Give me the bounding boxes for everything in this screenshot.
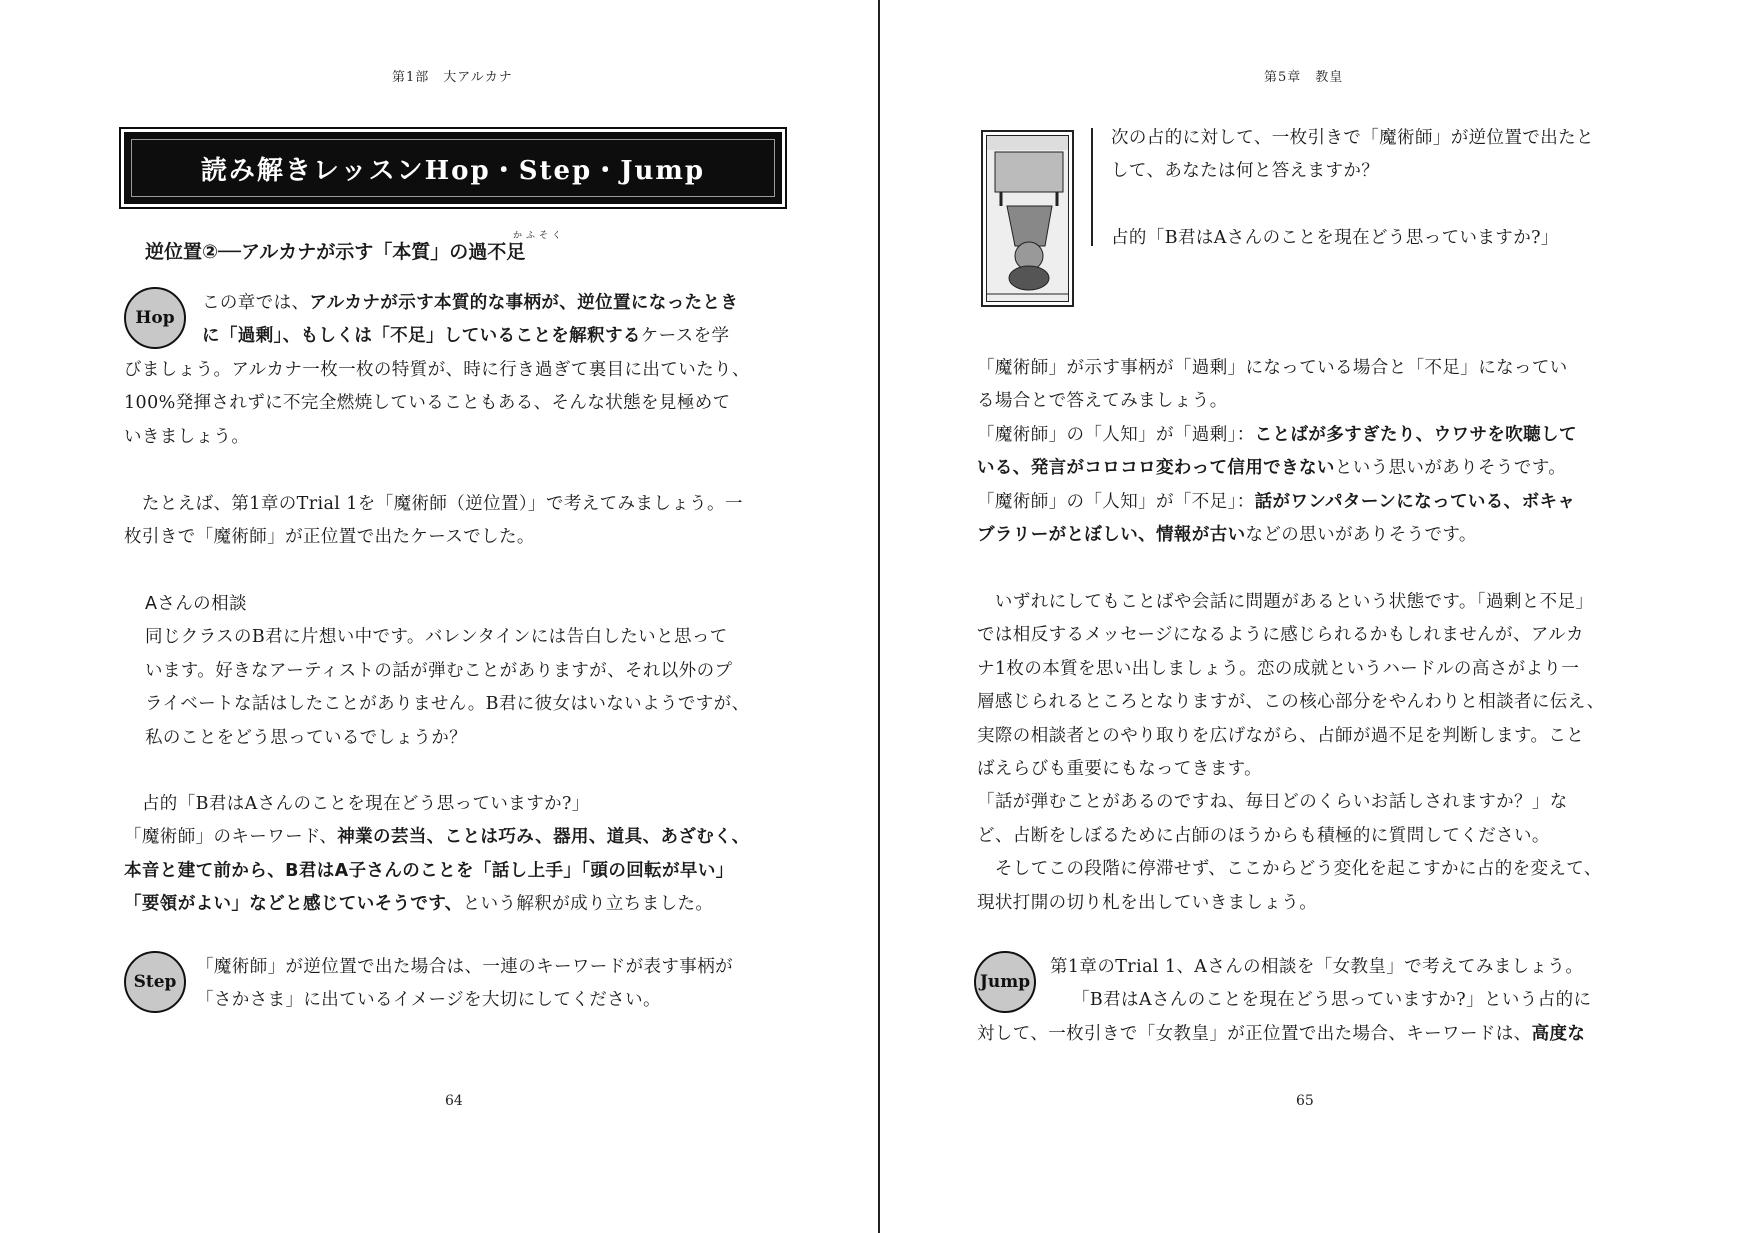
text-line: して、あなたは何と答えますか？	[1111, 161, 1380, 182]
text-line: 「話が弾むことがあるのですね、毎日どのくらいお話しされますか？」な	[977, 792, 1568, 813]
running-head: 第5章 教皇	[1264, 70, 1344, 85]
step-paragraph	[196, 951, 733, 1018]
text-line: 「魔術師」の「人知」が「過剰」：ことばが多すぎたり、ウワサを吹聴して	[977, 424, 1577, 445]
text-line: ブラリーがとぼしい、情報が古いなどの思いがありそうです。	[977, 525, 1477, 546]
hop-paragraph	[124, 354, 750, 454]
text-line: 枚引きで「魔術師」が正位置で出たケースでした。	[124, 527, 535, 548]
text-line: 次の占的に対して、一枚引きで「魔術師」が逆位置で出たと	[1111, 128, 1594, 148]
jump-paragraph	[977, 1018, 1585, 1051]
page-gutter	[878, 0, 880, 1233]
subhead-ruby: かふそく	[513, 231, 566, 241]
text-line: 「魔術師」の「人知」が「不足」：話がワンパターンになっている、ボキャ	[977, 491, 1576, 512]
jump-badge	[974, 951, 1036, 1013]
text-line: 同じクラスのB君に片想い中です。バレンタインには告白したいと思って	[145, 627, 728, 648]
magician-reversed-card-icon	[981, 130, 1074, 307]
text-line: 100%発揮されずに不完全燃焼していることもある、そんな状態を見極めて	[124, 393, 731, 414]
text-line: 「さかさま」に出ているイメージを大切にしてください。	[196, 990, 661, 1011]
card-illustration	[987, 136, 1069, 302]
example-paragraph	[124, 488, 743, 555]
text-line: に「過剰」、もしくは「不足」していることを解釈するケースを学	[202, 326, 730, 347]
card-divider-line	[1091, 128, 1093, 246]
page-number: 64	[445, 1093, 463, 1109]
left-page	[0, 0, 878, 1233]
text-line: びましょう。アルカナ一枚一枚の特質が、時に行き過ぎて裏目に出ていたり、	[124, 360, 750, 380]
text-line: います。好きなアーティストの話が弾むことがありますが、それ以外のプ	[145, 660, 733, 681]
text-line: 実際の相談者とのやり取りを広げながら、占師が過不足を判断します。こと	[977, 725, 1585, 746]
section-subhead: 逆位置②──アルカナが示す「本質」の過不足	[145, 241, 526, 263]
text-line: 私のことをどう思っているでしょうか？	[145, 727, 468, 748]
hop-badge-label: Hop	[135, 308, 175, 328]
step-badge-label: Step	[133, 972, 177, 992]
text-line: たとえば、第1章のTrial 1を「魔術師（逆位置）」で考えてみましょう。一	[124, 494, 743, 514]
consultation-block	[145, 588, 749, 755]
banner-title: 読み解きレッスンHop・Step・Jump	[200, 155, 706, 186]
text-line: 「B君はAさんのことを現在どう思っていますか?」という占的に	[1072, 990, 1592, 1011]
text-line: 現状打開の切り札を出していきましょう。	[977, 892, 1318, 913]
step-badge	[124, 951, 186, 1013]
text-line: 「魔術師」が示す事柄が「過剰」になっている場合と「不足」になってい	[977, 358, 1568, 378]
text-line: 「魔術師」が逆位置で出た場合は、一連のキーワードが表す事柄が	[196, 957, 733, 977]
summary-paragraph	[977, 586, 1605, 920]
text-line: る場合とで答えてみましょう。	[977, 391, 1228, 412]
text-line: 第1章のTrial 1、Aさんの相談を「女教皇」で考えてみましょう。	[1050, 957, 1584, 977]
text-line: ナ1枚の本質を思い出しましょう。恋の成就というハードルの高さがより一	[977, 658, 1580, 679]
jump-paragraph-indented	[1050, 951, 1591, 1018]
text-line: いずれにしてもことばや会話に問題があるという状態です。「過剰と不足」	[977, 592, 1594, 612]
text-line: この章では、アルカナが示す本質的な事柄が、逆位置になったとき	[202, 293, 739, 313]
text-line: 占的「B君はAさんのことを現在どう思っていますか?」	[1111, 227, 1559, 248]
hop-paragraph-indented	[202, 287, 738, 354]
text-line: ど、占断をしぼるために占師のほうからも積極的に質問してください。	[977, 825, 1550, 846]
lesson-banner	[124, 132, 782, 204]
excess-deficit-paragraph	[977, 352, 1577, 552]
text-line: いきましょう。	[124, 426, 250, 447]
text-line: 「魔術師」のキーワード、神業の芸当、ことは巧み、器用、道具、あざむく、	[124, 827, 750, 848]
running-head: 第1部 大アルカナ	[392, 70, 513, 85]
question-line: 占的「B君はAさんのことを現在どう思っていますか?」	[124, 794, 590, 814]
text-line: ばえらびも重要にもなってきます。	[977, 759, 1262, 780]
interpretation-paragraph	[124, 788, 750, 922]
text-line: では相反するメッセージになるように感じられるかもしれませんが、アルカ	[977, 625, 1584, 646]
text-line: 本音と建て前から、B君はA子さんのことを「話し上手」「頭の回転が早い」	[124, 860, 734, 881]
text-line: 「要領がよい」などと感じていそうです、という解釈が成り立ちました。	[124, 894, 714, 915]
consultation-title: Aさんの相談	[145, 594, 247, 614]
jump-badge-label: Jump	[979, 972, 1031, 992]
hop-badge	[124, 287, 186, 349]
page-number: 65	[1296, 1093, 1314, 1109]
intro-question	[1111, 122, 1594, 255]
text-line: 対して、一枚引きで「女教皇」が正位置で出た場合、キーワードは、高度な	[977, 1024, 1586, 1044]
text-line: いる、発言がコロコロ変わって信用できないという思いがありそうです。	[977, 458, 1567, 479]
text-line: ライベートな話はしたことがありません。B君に彼女はいないようですが、	[145, 694, 750, 715]
text-line: 層感じられるところとなりますが、この核心部分をやんわりと相談者に伝え、	[977, 692, 1605, 713]
text-line: そしてこの段階に停滞せず、ここからどう変化を起こすかに占的を変えて、	[977, 859, 1602, 880]
